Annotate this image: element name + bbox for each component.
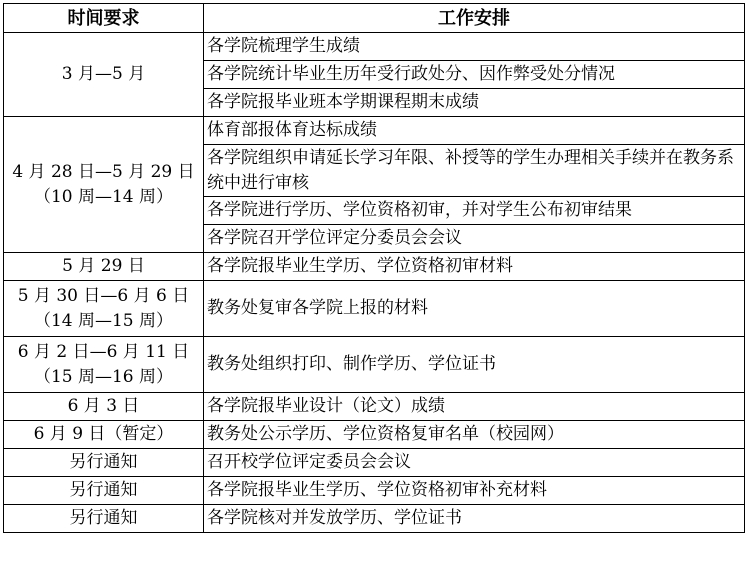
table-row (4, 117, 745, 145)
time-column-header: 时间要求 (4, 4, 204, 33)
week-range: （15 周—16 周） (33, 366, 174, 387)
week-range: （14 周—15 周） (33, 310, 174, 331)
time-cell: 另行通知 (4, 477, 204, 505)
task-cell: 各学院报毕业生学历、学位资格初审补充材料 (204, 477, 745, 505)
table-row (4, 33, 745, 61)
task-column-header: 工作安排 (204, 4, 745, 33)
time-cell (4, 281, 204, 337)
task-cell: 教务处组织打印、制作学历、学位证书 (204, 337, 745, 393)
week-range: （10 周—14 周） (33, 186, 174, 207)
task-cell: 各学院梳理学生成绩 (204, 33, 745, 61)
time-range: 6 月 2 日—6 月 11 日 (17, 341, 190, 362)
table-row (4, 421, 745, 449)
time-cell: 另行通知 (4, 505, 204, 533)
table-row (4, 393, 745, 421)
table-row (4, 337, 745, 393)
task-cell: 各学院报毕业设计（论文）成绩 (204, 393, 745, 421)
task-cell: 各学院召开学位评定分委员会会议 (204, 225, 745, 253)
task-cell: 各学院进行学历、学位资格初审，并对学生公布初审结果 (204, 197, 745, 225)
task-cell: 体育部报体育达标成绩 (204, 117, 745, 145)
task-cell: 各学院报毕业班本学期课程期末成绩 (204, 89, 745, 117)
table-row (4, 449, 745, 477)
time-cell: 6 月 3 日 (4, 393, 204, 421)
time-cell: 3 月—5 月 (4, 33, 204, 117)
task-cell: 教务处复审各学院上报的材料 (204, 281, 745, 337)
table-row (4, 477, 745, 505)
time-cell (4, 117, 204, 253)
task-cell: 各学院报毕业生学历、学位资格初审材料 (204, 253, 745, 281)
header-row (4, 4, 745, 33)
task-cell: 召开校学位评定委员会会议 (204, 449, 745, 477)
task-cell: 教务处公示学历、学位资格复审名单（校园网） (204, 421, 745, 449)
task-cell: 各学院核对并发放学历、学位证书 (204, 505, 745, 533)
schedule-table (3, 3, 745, 533)
task-cell: 各学院组织申请延长学习年限、补授等的学生办理相关手续并在教务系统中进行审核 (204, 145, 745, 197)
table-row (4, 505, 745, 533)
time-cell (4, 337, 204, 393)
time-range: 4 月 28 日—5 月 29 日 (12, 161, 195, 182)
time-cell: 6 月 9 日（暂定） (4, 421, 204, 449)
table-row (4, 253, 745, 281)
time-cell: 5 月 29 日 (4, 253, 204, 281)
table-row (4, 281, 745, 337)
task-cell: 各学院统计毕业生历年受行政处分、因作弊受处分情况 (204, 61, 745, 89)
time-range: 5 月 30 日—6 月 6 日 (17, 285, 190, 306)
time-cell: 另行通知 (4, 449, 204, 477)
